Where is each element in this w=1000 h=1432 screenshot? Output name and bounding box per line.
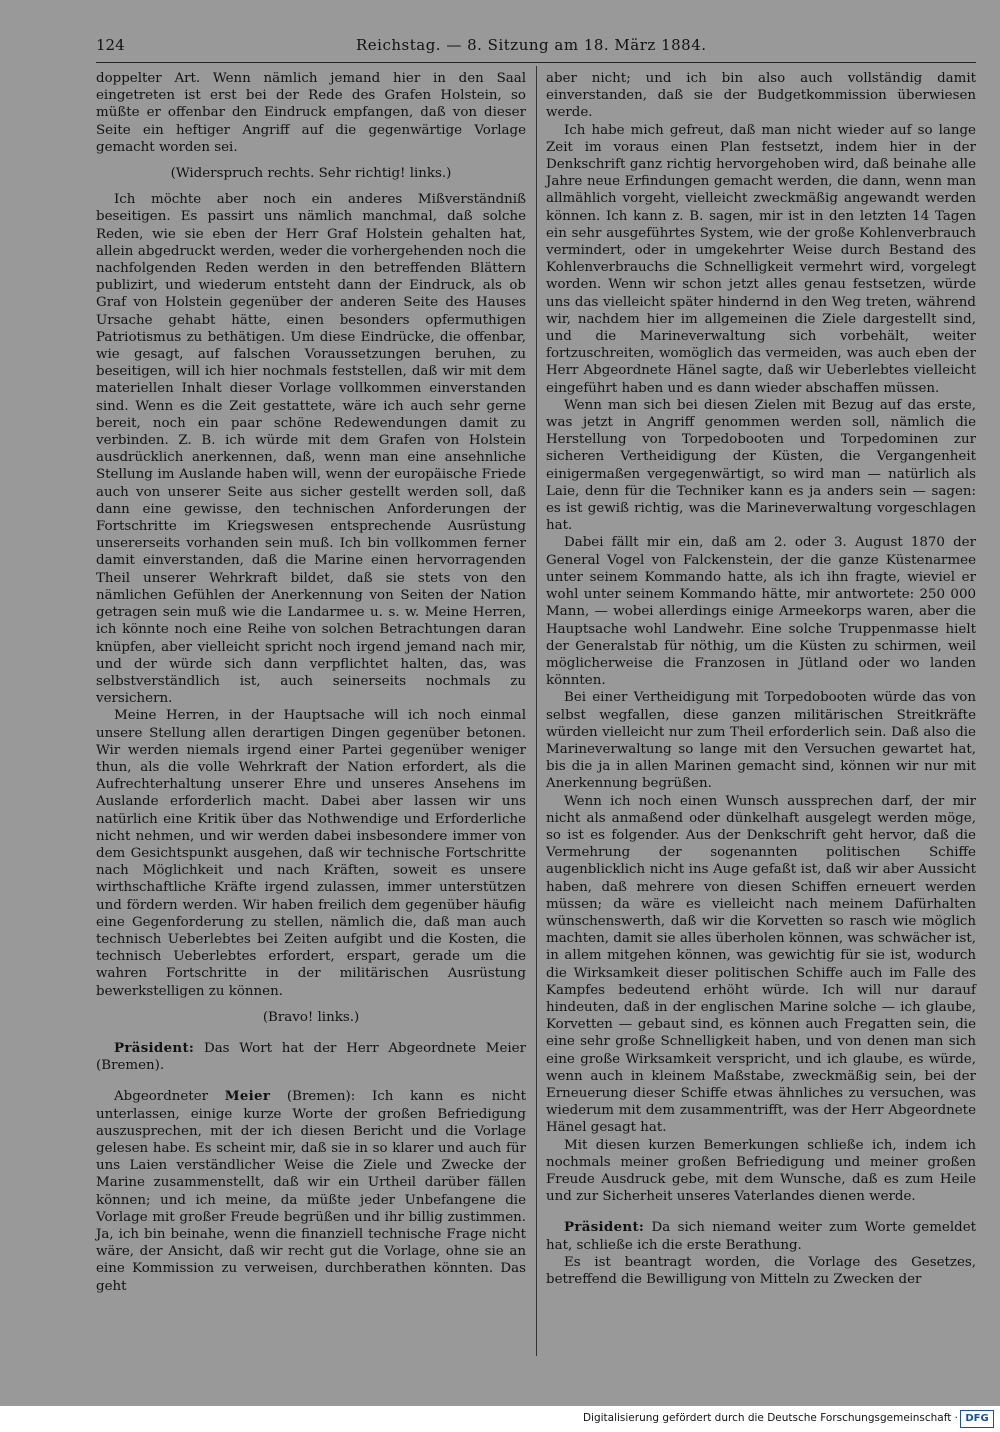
speaker-name: Präsident: [564, 1219, 645, 1236]
footer-bar [0, 1406, 1000, 1432]
dfg-logo: DFG [960, 1410, 994, 1428]
paragraph: Ich möchte aber noch ein anderes Mißverständniß beseitigen. Es passirt uns nämlich manchmal, daß solche Reden, wie sie eben der Herr Graf Holstein gehalten hat, allein abgedruckt werden, weder die vorhergehenden noch die nachfolgenden Reden werden in den betreffenden Blättern publizirt, und wiederum entsteht dann der Eindruck, als ob Graf von Holstein gegenüber der anderen Seite des Hauses Ursache gehabt hätte, einen besonders opfermuthigen Patriotismus zu bethätigen. Um diese Eindrücke, die offenbar, wie gesagt, auf falschen Voraussetzungen beruhen, zu beseitigen, will ich hier nochmals feststellen, daß wir mit dem materiellen Inhalt dieser Vorlage vollkommen einverstanden sind. Wenn es die Zeit gestattete, wäre ich auch sehr gerne bereit, noch ein paar schöne Redewendungen damit zu verbinden. Z. B. ich würde mit dem Grafen von Holstein ausdrücklich anerkennen, daß, wenn man eine ansehnliche Stellung im Auslande haben will, wenn der europäische Friede auch von unserer Seite aus sicher gestellt werden soll, daß dann eine gewisse, den technischen Anforderungen der Fortschritte im Kriegswesen entsprechende Ausrüstung unsererseits vorhanden sein muß. Ich bin vollkommen ferner damit einverstanden, daß die Marine einen hervorragenden Theil unserer Wehrkraft bildet, daß sie stets von den nämlichen Gefühlen der Anerkennung von Seiten der Nation getragen sein muß wie die Landarmee u. s. w. Meine Herren, ich könnte noch eine Reihe von solchen Betrachtungen daran knüpfen, aber vielleicht spricht noch irgend jemand nach mir, und der würde sich dann verpflichtet halten, das, was selbstverständlich ist, auch seinerseits nochmals zu versichern. [96, 192, 526, 707]
paragraph: Bei einer Vertheidigung mit Torpedobooten würde das von selbst wegfallen, diese ganzen militärischen Streitkräfte würden vielleicht nur zum Theil erforderlich sein. Daß also die Marineverwaltung so lange mit den Versuchen gewartet hat, bis die ja in allen Marinen gemacht sind, können wir nur mit Anerkennung begrüßen. [546, 690, 976, 792]
interjection: (Bravo! links.) [262, 1009, 360, 1025]
footer-credit: Digitalisierung gefördert durch die Deutsche Forschungsgemeinschaft · [582, 1412, 958, 1424]
speaker-name: Meier [224, 1088, 271, 1105]
paragraph: Es ist beantragt worden, die Vorlage des Gesetzes, betreffend die Bewilligung von Mitteln zu Zwecken der [546, 1254, 976, 1288]
running-title: Reichstag. — 8. Sitzung am 18. März 1884. [356, 36, 707, 54]
left-column [96, 70, 526, 1295]
paragraph: aber nicht; und ich bin also auch vollständig damit einverstanden, daß sie der Budgetkommission überwiesen werde. [546, 71, 976, 121]
paragraph: Wenn ich noch einen Wunsch aussprechen darf, der mir nicht als anmaßend oder dünkelhaft ausgelegt werden möge, so ist es folgender. Aus der Denkschrift geht hervor, daß die Vermehrung der sogenannten politischen Schiffe augenblicklich nicht ins Auge gefaßt ist, daß wir aber Aussicht haben, daß mehrere von diesen Schiffen erneuert werden müssen; da wäre es vielleicht nach meinem Dafürhalten wünschenswerth, daß wir die Korvetten so rasch wie möglich machten, damit sie alles überholen können, was schwächer ist, in allem mitgehen können, was gewichtig für sie ist, wodurch die Wirksamkeit dieser politischen Schiffe auch im Falle des Kampfes bedeutend erhöht würde. Ich will nur darauf hindeuten, daß in der englischen Marine solche — ich glaube, Korvetten — gebaut sind, es können auch Fregatten sein, die eine sehr große Schnelligkeit haben, und von denen man sich eine große Wirksamkeit verspricht, und ich glaube, es würde, wenn auch in kleinem Maßstabe, zweckmäßig sein, bei der Erneuerung dieser Schiffe etwas ähnliches zu versuchen, was wiederum mit dem zusammentrifft, was der Herr Abgeordnete Hänel gesagt hat. [546, 793, 976, 1136]
paragraph: Mit diesen kurzen Bemerkungen schließe ich, indem ich nochmals meiner großen Befriedigung und meiner großen Freude Ausdruck gebe, mit dem Wunsche, daß es zum Heile und zur Sicherheit unseres Vaterlandes dienen werde. [546, 1137, 976, 1205]
paragraph: Ich habe mich gefreut, daß man nicht wieder auf so lange Zeit im voraus einen Plan festsetzt, indem hier in der Denkschrift ganz richtig hervorgehoben wird, daß beinahe alle Jahre neue Erfindungen gemacht werden, die dann, wenn man allmählich vorgeht, vielleicht zweckmäßig angewandt werden können. Ich kann z. B. sagen, mir ist in den letzten 14 Tagen ein sehr ausgeführtes System, wie der große Kohlenverbrauch vermindert, oder in umgekehrter Weise durch Bestand des Kohlenverbrauchs die Schnelligkeit vermehrt wird, vorgelegt worden. Wenn wir schon jetzt alles genau festsetzen, würde uns das vielleicht später hindernd in den Weg treten, während wir, nachdem hier im allgemeinen die Ziele dargestellt sind, und die Marineverwaltung sich vorbehält, weiter fortzuschreiten, womöglich das vermeiden, was auch eben der Herr Abgeordnete Hänel sagte, daß wir Ueberlebtes vielleicht eingeführt haben und es dann wieder abschaffen müssen. [546, 122, 976, 396]
paragraph: Dabei fällt mir ein, daß am 2. oder 3. August 1870 der General Vogel von Falckenstein, der die ganze Küstenarmee unter seinem Kommando hatte, als ich ihn fragte, wieviel er wohl unter seinem Kommando hätte, mir antwortete: 250 000 Mann, — wobei allerdings einige Armeekorps waren, aber die Hauptsache wohl Landwehr. Eine solche Truppenmasse hielt der Generalstab für nöthig, um die Küsten zu schirmen, weil möglicherweise die Franzosen in Jütland oder wo landen könnten. [546, 535, 976, 689]
speaker-name: Präsident: [114, 1039, 195, 1056]
header-rule [96, 62, 976, 63]
speaker-paragraph: Präsident: Da sich niemand weiter zum Worte gemeldet hat, schließe ich die erste Berathung. [546, 1219, 976, 1253]
paragraph: Wenn man sich bei diesen Zielen mit Bezug auf das erste, was jetzt in Angriff genommen werden soll, nämlich die Herstellung von Torpedobooten und Torpedominen zur sicheren Vertheidigung der Küsten, die Vergangenheit einigermaßen vergegenwärtigt, so wird man — natürlich als Laie, denn für die Techniker kann es ja anders sein — sagen: es ist gewiß richtig, was die Marineverwaltung vorgeschlagen hat. [546, 397, 976, 534]
paragraph: doppelter Art. Wenn nämlich jemand hier in den Saal eingetreten ist erst bei der Rede des Grafen Holstein, so müßte er offenbar den Eindruck empfangen, daß von dieser Seite ein heftiger Angriff auf die gegenwärtige Vorlage gemacht worden sei. [96, 71, 526, 155]
paragraph: Meine Herren, in der Hauptsache will ich noch einmal unsere Stellung allen derartigen Dingen gegenüber betonen. Wir werden niemals irgend einer Partei gegenüber weniger thun, als die volle Wehrkraft der Nation erfordert, als die Aufrechterhaltung unserer Ehre und unseres Ansehens im Auslande erforderlich macht. Dabei aber lassen wir uns natürlich eine Kritik über das Nothwendige und Erforderliche nicht nehmen, und wir werden dabei insbesondere immer von dem Gesichtspunkt ausgehen, daß wir technische Fortschritte nach Möglichkeit und nach Kräften, soweit es unsere wirthschaftliche Kräfte irgend zulassen, immer unterstützen und fördern werden. Wir haben freilich dem gegenüber häufig eine Gegenforderung zu stellen, nämlich die, daß man auch technisch Ueberlebtes bei Zeiten aufgibt und die Kosten, die technisch Ueberlebtes erfordert, erspart, gerade um die wahren Fortschritte in der militärischen Ausrüstung bewerkstelligen zu können. [96, 708, 526, 999]
right-column [546, 70, 976, 1288]
page-header [96, 36, 976, 62]
speaker-paragraph: Abgeordneter Meier (Bremen): Ich kann es nicht unterlassen, einige kurze Worte der großen Befriedigung auszusprechen, mit der ich diesen Bericht und die Vorlage gelesen habe. Es scheint mir, daß sie in so klarer und auch für uns Laien verständlicher Weise die Ziele und Zwecke der Marine zusammenstellt, daß wir ein Urtheil darüber fällen können; und ich meine, da müßte jeder Unbefangene die Vorlage mit großer Freude begrüßen und ihr billig zustimmen. Ja, ich bin beinahe, wenn die finanziell technische Frage nicht wäre, der Ansicht, daß wir recht gut die Vorlage, ohne sie an eine Kommission zu verweisen, durchberathen könnten. Das geht [96, 1088, 526, 1294]
speaker-paragraph: Präsident: Das Wort hat der Herr Abgeordnete Meier (Bremen). [96, 1039, 526, 1074]
page-number: 124 [96, 36, 125, 54]
column-divider [536, 66, 537, 1356]
interjection: (Widerspruch rechts. Sehr richtig! links.) [170, 166, 452, 182]
